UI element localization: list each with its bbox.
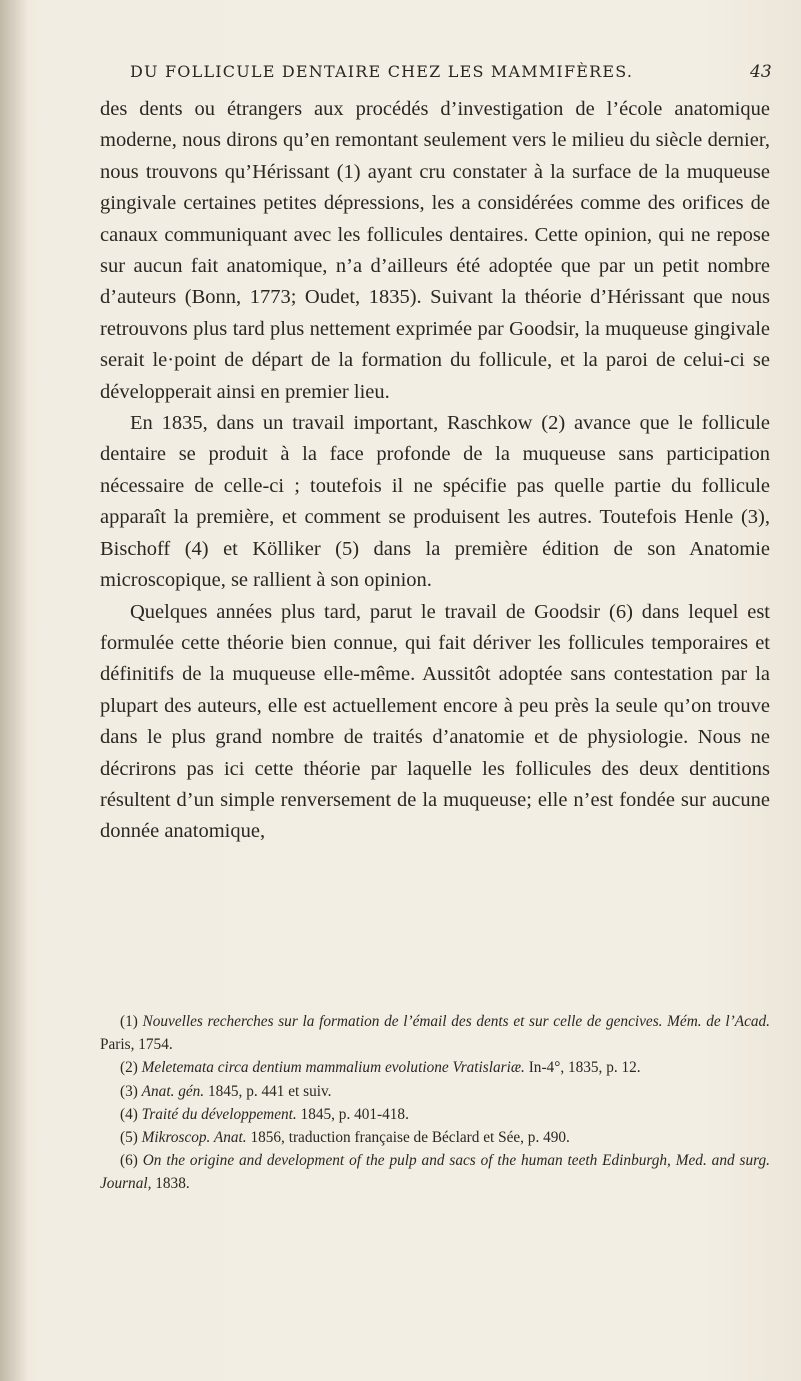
running-head — [0, 62, 801, 86]
footnote-title: Anat. gén. — [141, 1082, 205, 1100]
paragraph: des dents ou étrangers aux procédés d’investigation de l’école anatomique moderne, nous dirons qu’en remontant seulement vers le milieu du siècle dernier, nous trouvons qu’Hérissant (1) ayant cru constater à la surface de la muqueuse gingivale certaines petites dépressions, les a considérées comme des orifices de canaux communiquant avec les follicules dentaires. Cette opinion, qui ne repose sur aucun fait anatomique, n’a d’ailleurs été adoptée que par un petit nombre d’auteurs (Bonn, 1773; Oudet, 1835). Suivant la théorie d’Hérissant que nous retrouvons plus tard plus nettement exprimée par Goodsir, la muqueuse gingivale serait le·point de départ de la formation du follicule, et la paroi de celui-ci se développerait ainsi en premier lieu. — [100, 98, 770, 403]
running-title: DU FOLLICULE DENTAIRE CHEZ LES MAMMIFÈRES. — [130, 62, 634, 81]
footnote — [100, 1103, 770, 1126]
footnote — [100, 1126, 770, 1149]
footnote-number: (4) — [120, 1105, 138, 1123]
paragraph: En 1835, dans un travail important, Raschkow (2) avance que le follicule dentaire se produit à la face profonde de la muqueuse sans participation nécessaire de celle-ci ; toutefois il ne spécifie pas quelle partie du follicule apparaît la première, et comment se produisent les autres. Toutefois Henle (3), Bischoff (4) et Kölliker (5) dans la première édition de son Anatomie microscopique, se rallient à son opinion. — [100, 412, 770, 592]
footnote-title: Nouvelles recherches sur la formation de l’émail des dents et sur celle de gencives. Mém. de l’Acad. — [142, 1013, 770, 1030]
footnote — [100, 1149, 770, 1195]
footnote-number: (1) — [120, 1013, 138, 1030]
footnote-title: Traité du développement. — [141, 1105, 297, 1123]
footnote-details: Paris, 1754. — [100, 1036, 173, 1054]
footnote — [100, 1080, 770, 1103]
footnote-details: 1845, p. 401-418. — [296, 1105, 409, 1123]
footnote — [100, 1010, 770, 1056]
footnote-title: Mikroscop. Anat. — [141, 1129, 247, 1147]
footnote-title: Meletemata circa dentium mammalium evolutione Vratislariæ. — [141, 1059, 525, 1077]
footnotes — [100, 1010, 770, 1196]
footnote-title: On the origine and development of the pulp and sacs of the human teeth Edinburgh, Med. and surg. Journal, — [100, 1152, 770, 1193]
footnote-number: (5) — [120, 1129, 138, 1147]
footnote-details: 1838. — [151, 1175, 190, 1193]
footnote-number: (3) — [120, 1082, 138, 1100]
footnote-details: In-4°, 1835, p. 12. — [524, 1059, 641, 1077]
footnote — [100, 1056, 770, 1079]
footnote-number: (2) — [120, 1059, 138, 1077]
body-text — [100, 94, 770, 848]
footnote-details: 1856, traduction française de Béclard et Sée, p. 490. — [246, 1129, 570, 1147]
page-gutter-shadow — [0, 0, 28, 1381]
footnote-details: 1845, p. 441 et suiv. — [204, 1082, 332, 1100]
page-number: 43 — [750, 62, 772, 82]
footnote-number: (6) — [120, 1152, 138, 1170]
paragraph: Quelques années plus tard, parut le travail de Goodsir (6) dans lequel est formulée cette théorie bien connue, qui fait dériver les follicules temporaires et définitifs de la muqueuse elle-même. Aussitôt adoptée sans contestation par la plupart des auteurs, elle est actuellement encore à peu près la seule qu’on trouve dans le plus grand nombre de traités d’anatomie et de physiologie. Nous ne décrirons pas ici cette théorie par laquelle les follicules des deux dentitions résultent d’un simple renversement de la muqueuse; elle n’est fondée sur aucune donnée anatomique, — [100, 600, 770, 843]
